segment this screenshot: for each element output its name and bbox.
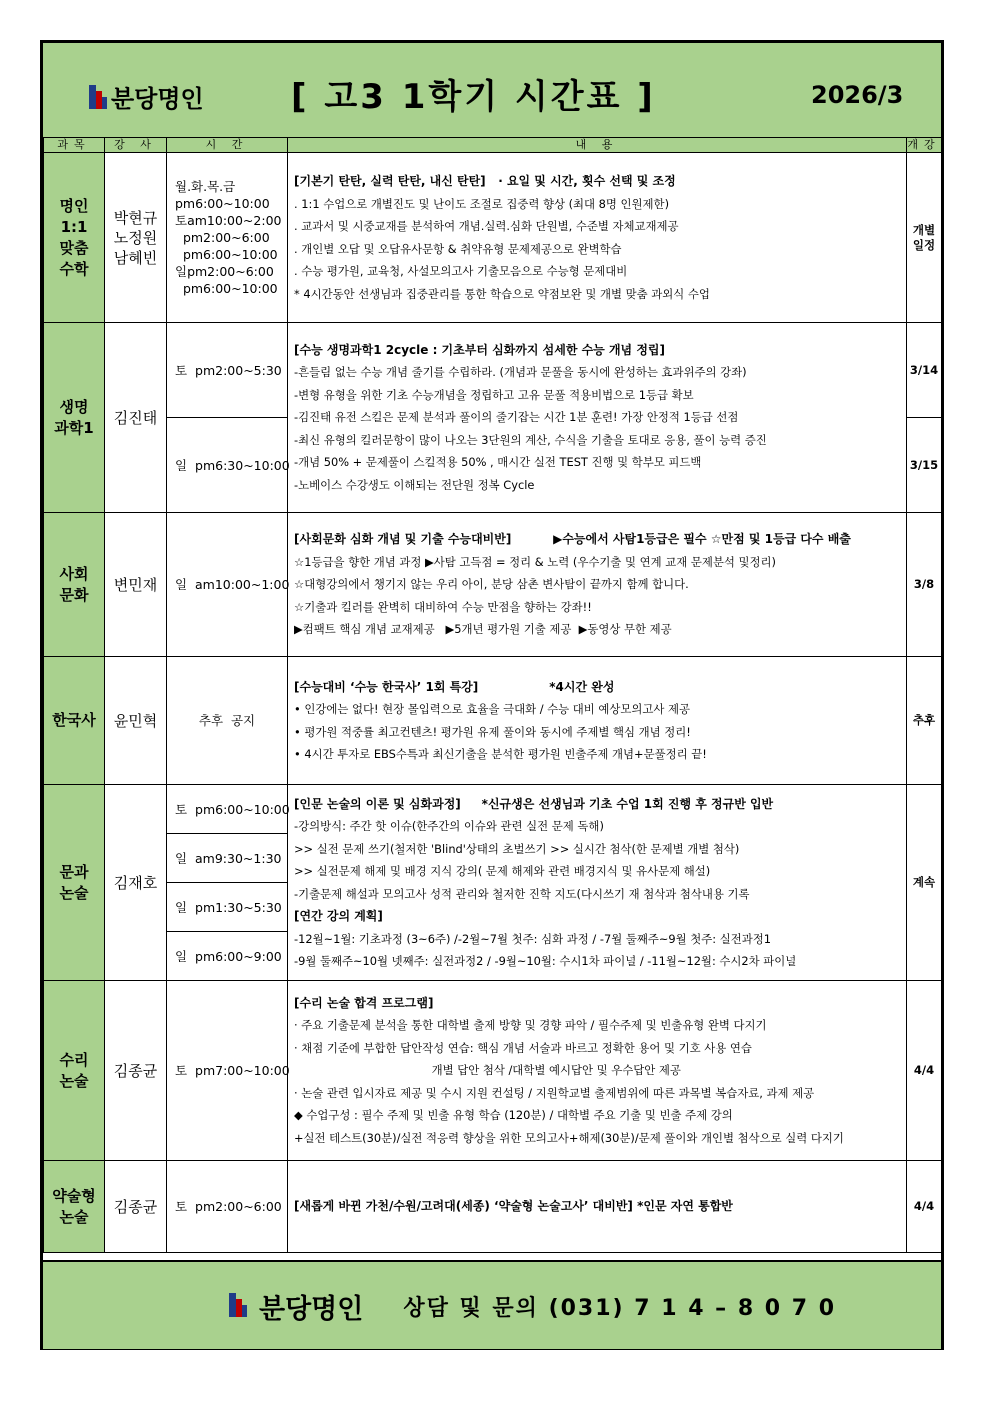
- content-line: [수능 생명과학1 2cycle : 기초부터 심화까지 섬세한 수능 개념 정립]: [294, 342, 665, 357]
- time-cell: 일 pm6:30~10:00: [167, 418, 288, 513]
- start-date-cell: 4/4: [907, 981, 942, 1161]
- table-row: [44, 513, 942, 657]
- content-line: -기출문제 해설과 모의고사 성적 관리와 철저한 진학 지도(다시쓰기 재 첨삭과 첨삭내용 기록: [294, 886, 750, 901]
- time-cell: 토 pm2:00~6:00: [167, 1161, 288, 1253]
- column-header: 내 용: [288, 138, 907, 153]
- table-row: [44, 981, 942, 1161]
- content-line: · 논술 관련 입시자료 제공 및 수시 지원 컨설팅 / 지원학교별 출제범위에 따른 과목별 복습자료, 과제 제공: [294, 1085, 815, 1100]
- column-header: 과목: [44, 138, 105, 153]
- footer: [43, 1260, 941, 1349]
- brand-logo: [89, 79, 204, 114]
- table-row: [44, 657, 942, 785]
- page-title: [ 고3 1학기 시간표 ]: [291, 77, 656, 117]
- table-row: [44, 1161, 942, 1253]
- start-date-cell: 3/14: [907, 323, 942, 418]
- content-line: • 평가원 적중률 최고컨텐츠! 평가원 유제 풀이와 동시에 주제별 핵심 개념 정리!: [294, 724, 691, 739]
- teacher-cell: 김종균: [105, 1161, 167, 1253]
- logo-icon: [89, 85, 107, 109]
- content-line: • 인강에는 없다! 현장 몰입력으로 효율을 극대화 / 수능 대비 예상모의고사 제공: [294, 702, 691, 716]
- content-line: [새롭게 바뀐 가천/수원/고려대(세종) ‘약술형 논술고사’ 대비반] *인문 자연 통합반: [294, 1199, 733, 1214]
- content-line: -김진태 유전 스킬은 문제 분석과 풀이의 줄기잡는 시간 1분 훈련! 가장 안정적 1등급 선점: [294, 410, 739, 425]
- content-cell: [288, 657, 907, 785]
- content-line: [기본기 탄탄, 실력 탄탄, 내신 탄탄] · 요일 및 시간, 횟수 선택 및 조정: [294, 174, 676, 188]
- contact-info: 상담 및 문의 (031) 7 1 4 – 8 0 7 0: [403, 1296, 837, 1321]
- time-cell: 일 am9:30~1:30: [167, 834, 288, 883]
- schedule-table: [43, 137, 942, 1253]
- content-line: +실전 테스트(30분)/실전 적응력 향상을 위한 모의고사+해제(30분)/문제 풀이와 개인별 첨삭으로 실력 다지기: [294, 1130, 844, 1145]
- content-cell: [288, 513, 907, 657]
- time-cell: 일 pm6:00~9:00: [167, 932, 288, 981]
- time-cell: 일 pm1:30~5:30: [167, 883, 288, 932]
- content-line: [수리 논술 합격 프로그램]: [294, 995, 434, 1010]
- time-cell: 일 am10:00~1:00: [167, 513, 288, 657]
- content-line: ☆기출과 킬러를 완벽히 대비하여 수능 만점을 향하는 강좌!!: [294, 599, 592, 614]
- content-line: ◆ 수업구성 : 필수 주제 및 빈출 유형 학습 (120분) / 대학별 주요 기출 및 빈출 주제 강의: [294, 1108, 733, 1123]
- content-line: -9월 둘째주~10월 넷째주: 실전과정2 / -9월~10월: 수시1차 파이널 / -11월~12월: 수시2차 파이널: [294, 954, 797, 968]
- column-header: 개강: [907, 138, 941, 151]
- content-line: . 교과서 및 시중교재를 분석하여 개념.실력.심화 단원별, 수준별 자체교재제공: [294, 219, 679, 233]
- content-line: . 개인별 오답 및 오답유사문항 & 취약유형 문제제공으로 완벽학습: [294, 241, 622, 256]
- content-line: 개별 답안 첨삭 /대학별 예시답안 및 우수답안 제공: [294, 1063, 681, 1078]
- table-row: [44, 323, 942, 418]
- content-line: -변형 유형을 위한 기초 수능개념을 정립하고 고유 문풀 적용비법으로 1등급 확보: [294, 387, 694, 402]
- content-cell: [288, 981, 907, 1161]
- content-line: . 수능 평가원, 교육청, 사설모의고사 기출모음으로 수능형 문제대비: [294, 264, 628, 278]
- brand-name: 분당명인: [111, 85, 204, 113]
- content-line: . 1:1 수업으로 개별진도 및 난이도 조절로 집중력 향상 (최대 8명 인원제한): [294, 196, 670, 211]
- start-date-cell: 4/4: [907, 1161, 942, 1253]
- content-line: [연간 강의 계획]: [294, 909, 383, 923]
- content-line: [수능대비 ‘수능 한국사’ 1회 특강] *4시간 완성: [294, 679, 615, 694]
- subject-cell: 명인 1:1 맞춤 수학: [44, 153, 105, 323]
- content-line: -12월~1월: 기초과정 (3~6주) /-2월~7월 첫주: 심화 과정 / -7월 둘째주~9월 첫주: 실전과정1: [294, 931, 771, 946]
- content-line: -흔들림 없는 수능 개념 줄기를 수립하라. (개념과 문풀을 동시에 완성하는 효과위주의 강좌): [294, 365, 747, 380]
- logo-icon: [229, 1293, 249, 1321]
- content-line: · 주요 기출문제 분석을 통한 대학별 출제 방향 및 경향 파악 / 필수주제 및 빈출유형 완벽 다지기: [294, 1018, 767, 1033]
- time-cell: 토 pm6:00~10:00: [167, 785, 288, 834]
- content-line: ☆1등급을 향한 개념 과정 ▶사탐 고득점 = 정리 & 노력 (우수기출 및 연계 교재 문제분석 및정리): [294, 554, 776, 569]
- subject-cell: 수리 논술: [44, 981, 105, 1161]
- content-cell: [288, 153, 907, 323]
- column-header: 시 간: [167, 138, 288, 153]
- teacher-cell: 김진태: [105, 323, 167, 513]
- table-row: [44, 785, 942, 834]
- teacher-cell: 박현규 노정원 남혜빈: [105, 153, 167, 323]
- start-date-cell: 개별 일정: [907, 153, 942, 323]
- time-cell: 추후 공지: [167, 657, 288, 785]
- subject-cell: 약술형 논술: [44, 1161, 105, 1253]
- time-cell: 토 pm7:00~10:00: [167, 981, 288, 1161]
- date: 2026/3: [811, 81, 904, 109]
- content-line: [인문 논술의 이론 및 심화과정] *신규생은 선생님과 기초 수업 1회 진행 후 정규반 입반: [294, 796, 774, 811]
- teacher-cell: 윤민혁: [105, 657, 167, 785]
- start-date-cell: 계속: [907, 785, 942, 981]
- table-row: [44, 153, 942, 323]
- column-header: 강 사: [105, 138, 167, 153]
- content-line: -강의방식: 주간 핫 이슈(한주간의 이슈와 관련 실전 문제 독해): [294, 819, 604, 833]
- subject-cell: 문과 논술: [44, 785, 105, 981]
- content-line: -개념 50% + 문제풀이 스킬적용 50% , 매시간 실전 TEST 진행 및 학부모 피드백: [294, 455, 702, 470]
- content-line: ▶컴팩트 핵심 개념 교재제공 ▶5개년 평가원 기출 제공 ▶동영상 무한 제공: [294, 622, 672, 637]
- start-date-cell: 추후: [907, 657, 942, 785]
- teacher-cell: 김재호: [105, 785, 167, 981]
- start-date-cell: 3/15: [907, 418, 942, 513]
- content-line: ☆대형강의에서 챙기지 않는 우리 아이, 분당 삼촌 변사탐이 끝까지 함께 합니다.: [294, 577, 689, 592]
- content-cell: [288, 323, 907, 513]
- content-line: >> 실전문제 해제 및 배경 지식 강의( 문제 해제와 관련 배경지식 및 유사문제 해설): [294, 864, 711, 878]
- header: [43, 43, 941, 139]
- time-cell: 월.화.목.금 pm6:00~10:00 토am10:00~2:00 pm2:00~6:00 pm6:00~10:00 일pm2:00~6:00 pm6:00~10:00: [167, 153, 288, 323]
- footer-brand: 분당명인: [259, 1294, 364, 1325]
- content-cell: [288, 1161, 907, 1253]
- subject-cell: 한국사: [44, 657, 105, 785]
- timetable-frame: [40, 40, 944, 1350]
- content-line: >> 실전 문제 쓰기(철저한 'Blind'상태의 초벌쓰기 >> 실시간 첨삭(한 문제별 개별 첨삭): [294, 841, 740, 856]
- content-cell: [288, 785, 907, 981]
- start-date-cell: 3/8: [907, 513, 942, 657]
- content-line: · 채점 기준에 부합한 답안작성 연습: 핵심 개념 서술과 바르고 정확한 용어 및 기호 사용 연습: [294, 1040, 752, 1055]
- time-cell: 토 pm2:00~5:30: [167, 323, 288, 418]
- content-line: • 4시간 투자로 EBS수특과 최신기출을 분석한 평가원 빈출주제 개념+문풀정리 끝!: [294, 747, 707, 761]
- subject-cell: 생명 과학1: [44, 323, 105, 513]
- content-line: [사회문화 심화 개념 및 기출 수능대비반] ▶수능에서 사탐1등급은 필수 ☆만점 및 1등급 다수 배출: [294, 532, 851, 547]
- teacher-cell: 김종균: [105, 981, 167, 1161]
- teacher-cell: 변민재: [105, 513, 167, 657]
- content-line: -노베이스 수강생도 이해되는 전단원 정복 Cycle: [294, 477, 535, 492]
- content-line: -최신 유형의 킬러문항이 많이 나오는 3단원의 계산, 수식을 기출을 토대로 응용, 풀이 능력 증진: [294, 432, 767, 447]
- subject-cell: 사회 문화: [44, 513, 105, 657]
- content-line: * 4시간동안 선생님과 집중관리를 통한 학습으로 약점보완 및 개별 맞춤 과외식 수업: [294, 286, 710, 301]
